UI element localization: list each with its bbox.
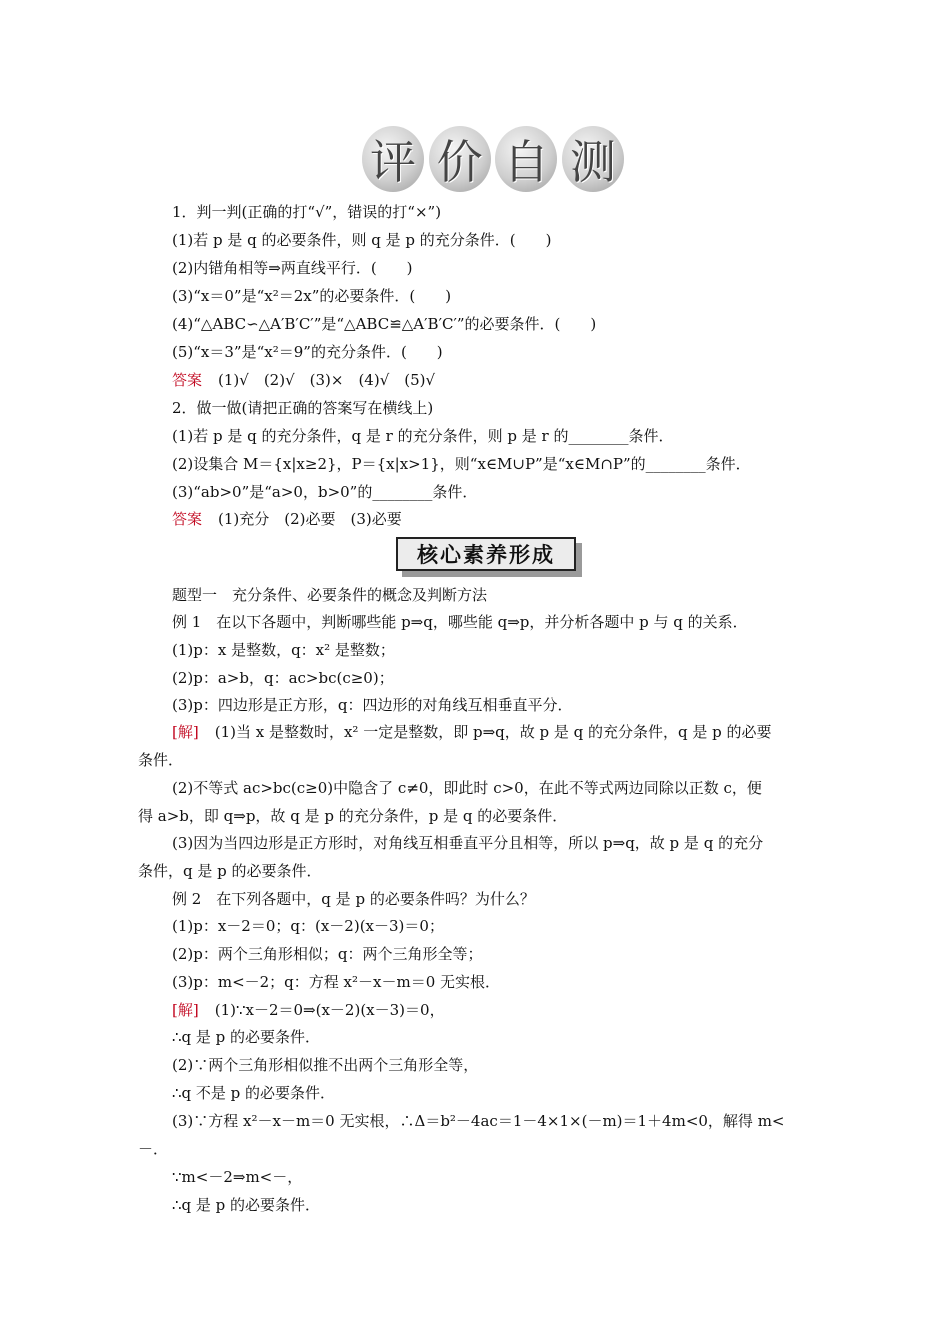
solution-1-line-2: 条件． (138, 751, 184, 769)
section-badge (396, 537, 582, 577)
solution-1-line-3: (2)不等式 ac>bc(c≥0)中隐含了 c≠0，即此时 c>0，在此不等式两边同除以正数 c，便 (172, 779, 762, 797)
answer-label: 答案 (172, 510, 203, 528)
example-2-part-1: (1)p：x－2＝0；q：(x－2)(x－3)＝0； (172, 917, 444, 935)
solution-text: (1)当 x 是整数时，x² 一定是整数，即 p⇒q，故 p 是 q 的充分条件，q 是 p 的必要 (214, 723, 772, 741)
solution-2-line-8: ∴q 是 p 的必要条件． (172, 1196, 321, 1214)
exercise-2-answer (172, 507, 402, 531)
example-1-part-2: (2)p：a>b，q：ac>bc(c≥0)； (172, 669, 394, 687)
exercise-1-item-1: (1)若 p 是 q 的必要条件，则 q 是 p 的充分条件．( ) (172, 231, 552, 249)
solution-2-line-1 (172, 998, 445, 1022)
exercise-2-heading: 2．做一做(请把正确的答案写在横线上) (172, 399, 434, 417)
banner-char-2: 价 (429, 126, 491, 192)
solution-label: [解] (172, 1001, 199, 1019)
solution-1-line-4: 得 a>b，即 q⇒p，故 q 是 p 的充分条件，p 是 q 的必要条件． (138, 807, 568, 825)
exercise-2-item-2: (2)设集合 M＝{x|x≥2}，P＝{x|x>1}，则“x∈M∪P”是“x∈M∩P”的________条件． (172, 455, 751, 473)
topic-heading: 题型一 充分条件、必要条件的概念及判断方法 (172, 586, 488, 604)
exercise-1-heading: 1．判一判(正确的打“√”，错误的打“×”) (172, 203, 442, 221)
answer-text: (1)充分 (2)必要 (3)必要 (218, 510, 402, 528)
solution-2-line-6: －． (138, 1140, 169, 1158)
solution-2-line-5: (3)∵方程 x²－x－m＝0 无实根，∴Δ＝b²－4ac＝1－4×1×(－m)＝1＋4m<0，解得 m< (172, 1112, 785, 1130)
solution-1-line-5: (3)因为当四边形是正方形时，对角线互相垂直平分且相等，所以 p⇒q，故 p 是 q 的充分 (172, 834, 764, 852)
banner-char-1: 评 (362, 126, 424, 192)
example-1-part-1: (1)p：x 是整数，q：x² 是整数； (172, 641, 395, 659)
example-1-statement: 例 1 在以下各题中，判断哪些能 p⇒q，哪些能 q⇒p，并分析各题中 p 与 q 的关系． (172, 613, 748, 631)
exercise-1-answer (172, 368, 435, 392)
solution-text: (1)∵x－2＝0⇒(x－2)(x－3)＝0， (214, 1001, 445, 1019)
exercise-2-item-1: (1)若 p 是 q 的充分条件，q 是 r 的充分条件，则 p 是 r 的________条件． (172, 427, 674, 445)
solution-1-line-1 (172, 720, 772, 744)
banner-char-4: 测 (562, 126, 624, 192)
answer-text: (1)√ (2)√ (3)× (4)√ (5)√ (218, 371, 436, 389)
exercise-1-item-5: (5)“x＝3”是“x²＝9”的充分条件．( ) (172, 343, 443, 361)
solution-label: [解] (172, 723, 199, 741)
exercise-2-item-3: (3)“ab>0”是“a>0，b>0”的________条件． (172, 483, 478, 501)
example-2-statement: 例 2 在下列各题中，q 是 p 的必要条件吗？为什么？ (172, 890, 535, 908)
answer-label: 答案 (172, 371, 203, 389)
solution-1-line-6: 条件，q 是 p 的必要条件． (138, 862, 322, 880)
example-2-part-3: (3)p：m<－2；q：方程 x²－x－m＝0 无实根． (172, 973, 501, 991)
solution-2-line-2: ∴q 是 p 的必要条件． (172, 1028, 321, 1046)
solution-2-line-4: ∴q 不是 p 的必要条件． (172, 1084, 336, 1102)
example-1-part-3: (3)p：四边形是正方形，q：四边形的对角线互相垂直平分． (172, 696, 573, 714)
exercise-1-item-3: (3)“x＝0”是“x²＝2x”的必要条件．( ) (172, 287, 452, 305)
section-badge-label: 核心素养形成 (396, 537, 576, 571)
exercise-1-item-2: (2)内错角相等⇒两直线平行．( ) (172, 259, 413, 277)
solution-2-line-7: ∵m<－2⇒m<－， (172, 1168, 303, 1186)
exercise-1-item-4: (4)“△ABC∽△A′B′C′”是“△ABC≌△A′B′C′”的必要条件．( ) (172, 315, 597, 333)
example-2-part-2: (2)p：两个三角形相似；q：两个三角形全等； (172, 945, 483, 963)
banner-char-3: 自 (495, 126, 557, 192)
section-title-banner (362, 124, 624, 194)
solution-2-line-3: (2)∵两个三角形相似推不出两个三角形全等， (172, 1056, 479, 1074)
